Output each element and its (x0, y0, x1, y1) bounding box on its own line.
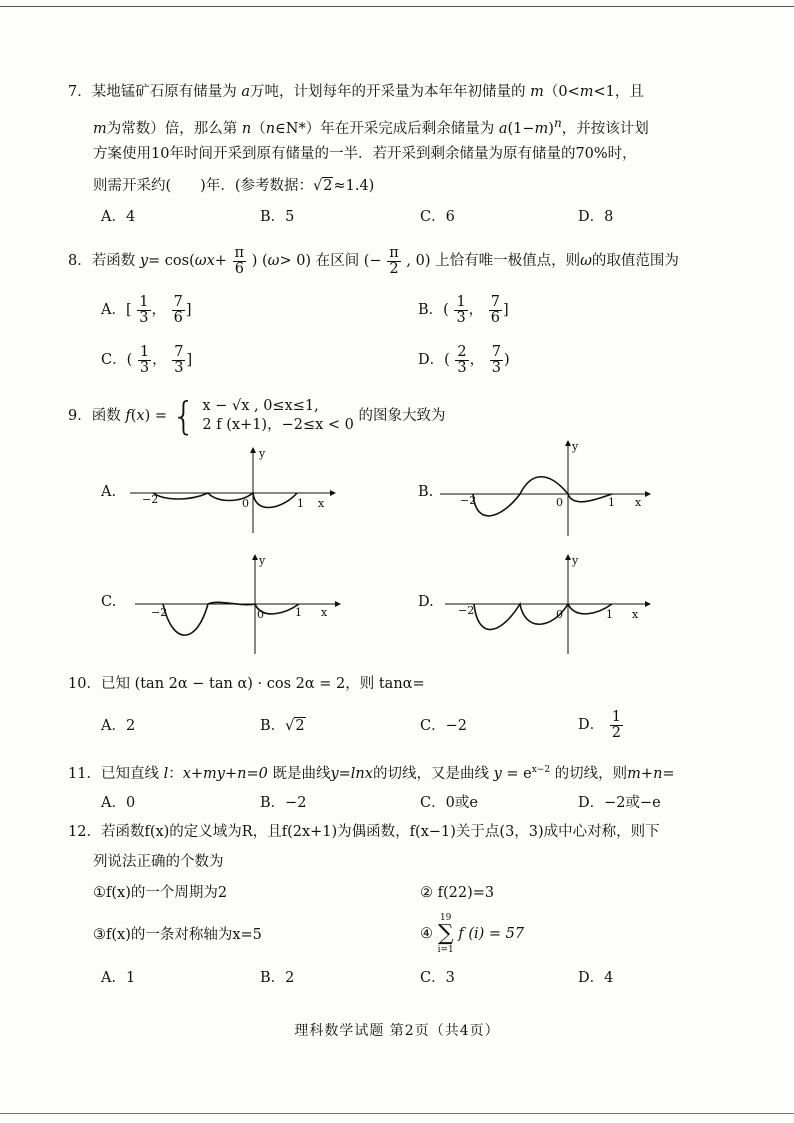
graph-b-tick-1: 1 (608, 496, 615, 509)
q7-option-d[interactable]: D．8 (578, 209, 614, 225)
piecewise-brace: { (171, 394, 196, 438)
q11-option-a[interactable]: A．0 (101, 795, 136, 811)
graph-c-tick-1: 1 (295, 606, 302, 619)
graph-a-tick-neg2: −2 (142, 493, 159, 506)
q8-frac-pi-2: $\frac{\pi}{2}$ (389, 244, 399, 277)
q8-option-c[interactable]: C．( $\frac{1}{3}$ ， $\frac{7}{3}$ ] (101, 343, 193, 376)
q9-option-c-label[interactable]: C. (101, 594, 117, 610)
q12-statement-1: ①f(x)的一个周期为2 (93, 885, 228, 901)
q8-option-b[interactable]: B．( $\frac{1}{3}$ ， $\frac{7}{6}$ ] (418, 293, 509, 326)
q9-graph-d[interactable] (440, 552, 655, 657)
q12-option-a[interactable]: A．1 (101, 970, 136, 986)
graph-a-tick-1: 1 (297, 497, 304, 510)
graph-a-y-label: y (259, 447, 266, 460)
graph-c-tick-0: 0 (257, 608, 264, 621)
q12-option-d[interactable]: D．4 (578, 970, 614, 986)
q12-statement-4: ④ 19 ∑ i=1 f (i) = 57 (420, 913, 525, 955)
q7-line-1: 7．某地锰矿石原有储量为 a万吨，计划每年的开采量为本年年初储量的 m（0<m<1，且 (68, 84, 644, 100)
q7-option-a[interactable]: A．4 (101, 209, 136, 225)
scan-edge-top (0, 6, 794, 7)
q11-option-b[interactable]: B．−2 (260, 795, 307, 811)
q11-option-d[interactable]: D．−2或−e (578, 795, 661, 811)
page-footer: 理科数学试题 第2页（共4页） (294, 1023, 500, 1039)
q8-option-d[interactable]: D．( $\frac{2}{3}$ ， $\frac{7}{3}$ ) (418, 343, 510, 376)
graph-d-x-label: x (632, 608, 639, 621)
q12-statement-3: ③f(x)的一条对称轴为x=5 (93, 927, 262, 943)
q10-option-c[interactable]: C．−2 (420, 718, 467, 734)
q8-stem: 8．若函数 y= cos(ωx+ $\frac{\pi}{6}$ ) (ω> 0) 在区间 (− $\frac{\pi}{2}$ , 0) 上恰有唯一极值点，则ω的取值范围为 (68, 244, 679, 277)
graph-a-tick-0: 0 (242, 497, 249, 510)
q11-option-c[interactable]: C．0或e (420, 795, 478, 811)
q12-line-1: 12．若函数f(x)的定义域为R，且f(2x+1)为偶函数，f(x−1)关于点(3，3)成中心对称，则下 (68, 824, 660, 840)
q9-option-a-label[interactable]: A. (101, 484, 117, 500)
q8-frac-pi-6: $\frac{\pi}{6}$ (234, 244, 245, 277)
q7-option-b[interactable]: B．5 (260, 209, 295, 225)
graph-c-tick-neg2: −2 (151, 606, 168, 619)
q11-stem: 11．已知直线 l：x+my+n=0 既是曲线y=lnx的切线，又是曲线 $y = e^{x-2}$ 的切线，则m+n= (68, 765, 675, 782)
graph-b-tick-neg2: −2 (460, 494, 477, 507)
graph-c-x-label: x (321, 606, 328, 619)
q9-option-b-label[interactable]: B. (418, 484, 434, 500)
q12-option-b[interactable]: B．2 (260, 970, 295, 986)
q12-line-2: 列说法正确的个数为 (93, 854, 224, 870)
q7-option-c[interactable]: C．6 (420, 209, 455, 225)
graph-d-tick-1: 1 (606, 608, 613, 621)
q10-option-a[interactable]: A．2 (101, 718, 136, 734)
graph-b-x-label: x (635, 496, 642, 509)
q12-statement-2: ② f(22)=3 (420, 885, 495, 901)
graph-a-x-label: x (318, 497, 325, 510)
q9-graph-a[interactable] (125, 445, 340, 535)
q7-line-3: 方案使用10年时间开采到原有储量的一半．若开采到剩余储量为原有储量的70%时， (93, 146, 637, 162)
q9-stem: 9．函数 f(x) = { x − √x , 0≤x≤1, 2 f (x+1)，−2≤x < 0 的图象大致为 (68, 394, 446, 438)
graph-d-y-label: y (572, 554, 579, 567)
q10-option-b[interactable]: B．√2 (260, 718, 305, 734)
q10-option-d[interactable]: D． $\frac{1}{2}$ (578, 708, 621, 741)
graph-b-tick-0: 0 (556, 496, 563, 509)
piecewise-cases: x − √x , 0≤x≤1, 2 f (x+1)，−2≤x < 0 (202, 398, 354, 433)
graph-b-y-label: y (572, 440, 579, 453)
q8-option-a[interactable]: A．[ $\frac{1}{3}$ ， $\frac{7}{6}$ ] (101, 293, 192, 326)
graph-c-y-label: y (259, 554, 266, 567)
q7-line-2: m为常数）倍，那么第 n（n∈N*）年在开采完成后剩余储量为 $a(1-m)^n$，并按该计划 (93, 116, 649, 137)
q12-option-c[interactable]: C．3 (420, 970, 455, 986)
graph-d-tick-neg2: −2 (458, 604, 475, 617)
q9-graph-c[interactable] (125, 552, 340, 657)
q10-stem: 10．已知 (tan 2α − tan α) · cos 2α = 2，则 tanα= (68, 676, 425, 692)
sigma-symbol: 19 ∑ i=1 (437, 913, 454, 955)
q9-option-d-label[interactable]: D. (418, 594, 434, 610)
q7-line-4: 则需开采约( )年．(参考数据：√2≈1.4) (93, 178, 375, 194)
q9-graph-b[interactable] (440, 438, 655, 538)
scan-edge-bottom (0, 1113, 794, 1114)
graph-d-tick-0: 0 (556, 608, 563, 621)
